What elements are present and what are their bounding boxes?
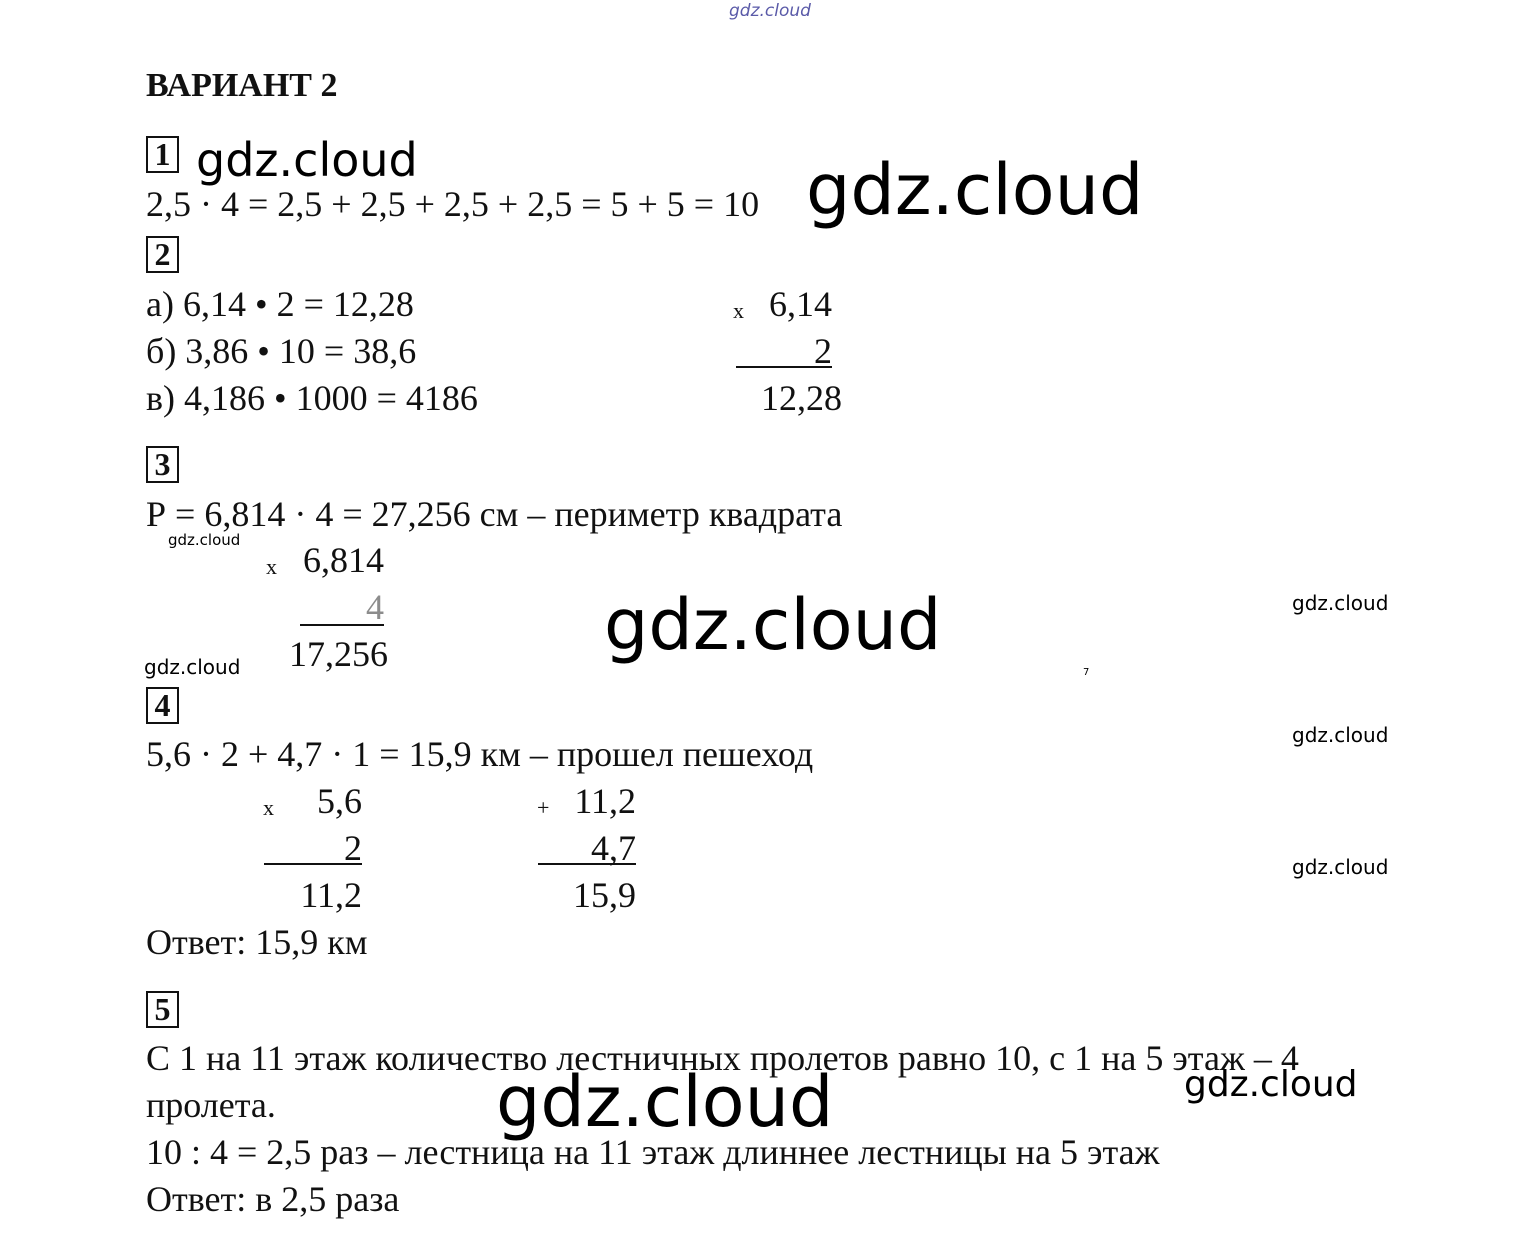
watermark: gdz.cloud: [1292, 855, 1389, 879]
watermark: gdz.cloud: [144, 655, 241, 679]
task-5-answer: Ответ: в 2,5 раза: [146, 1179, 400, 1219]
column-bottom-operand: 2: [344, 828, 362, 868]
stray-mark: 7: [1083, 667, 1090, 678]
watermark: gdz.cloud: [604, 584, 942, 666]
multiply-sign: x: [733, 298, 744, 323]
task-4-answer: Ответ: 15,9 км: [146, 922, 368, 962]
watermark: gdz.cloud: [1184, 1064, 1358, 1105]
column-underline: [264, 863, 362, 865]
column-bottom-operand: 2: [814, 331, 832, 371]
task-number-4: 4: [146, 687, 179, 724]
task-5-line-3: 10 : 4 = 2,5 раз – лестница на 11 этаж длиннее лестницы на 5 этаж: [146, 1132, 1160, 1172]
watermark-top: gdz.cloud: [729, 1, 811, 21]
column-top-operand: 6,814: [303, 540, 384, 580]
task-number-1: 1: [146, 136, 179, 173]
multiply-sign: x: [266, 554, 277, 579]
task-2-line-a: а) 6,14 • 2 = 12,28: [146, 284, 414, 324]
column-underline: [538, 863, 636, 865]
column-top-operand: 6,14: [769, 284, 832, 324]
watermark: gdz.cloud: [806, 149, 1144, 231]
column-bottom-operand: 4: [366, 587, 384, 627]
variant-title: ВАРИАНТ 2: [146, 67, 338, 104]
column-bottom-operand: 4,7: [591, 828, 636, 868]
watermark: gdz.cloud: [496, 1061, 834, 1143]
column-top-operand: 11,2: [574, 781, 636, 821]
watermark: gdz.cloud: [1292, 591, 1389, 615]
task-3-equation: Р = 6,814 · 4 = 27,256 см – периметр квадрата: [146, 494, 843, 534]
task-5-line-1: С 1 на 11 этаж количество лестничных пролетов равно 10, с 1 на 5 этаж – 4: [146, 1038, 1299, 1078]
watermark: gdz.cloud: [1292, 723, 1389, 747]
watermark: gdz.cloud: [168, 531, 241, 549]
multiply-sign: x: [263, 795, 274, 820]
task-number-5: 5: [146, 991, 179, 1028]
column-underline: [300, 624, 384, 626]
watermark: gdz.cloud: [196, 133, 418, 187]
column-result: 15,9: [573, 875, 636, 915]
column-top-operand: 5,6: [317, 781, 362, 821]
task-5-line-2: пролета.: [146, 1085, 276, 1125]
task-4-equation: 5,6 · 2 + 4,7 · 1 = 15,9 км – прошел пешеход: [146, 734, 814, 774]
plus-sign: +: [537, 795, 550, 820]
task-2-line-c: в) 4,186 • 1000 = 4186: [146, 378, 478, 418]
task-1-equation: 2,5 · 4 = 2,5 + 2,5 + 2,5 + 2,5 = 5 + 5 = 10: [146, 184, 760, 224]
column-result: 12,28: [761, 378, 842, 418]
column-underline: [736, 366, 832, 368]
column-result: 11,2: [300, 875, 362, 915]
task-number-3: 3: [146, 446, 179, 483]
task-2-line-b: б) 3,86 • 10 = 38,6: [146, 331, 417, 371]
column-result: 17,256: [289, 634, 388, 674]
task-number-2: 2: [146, 236, 179, 273]
